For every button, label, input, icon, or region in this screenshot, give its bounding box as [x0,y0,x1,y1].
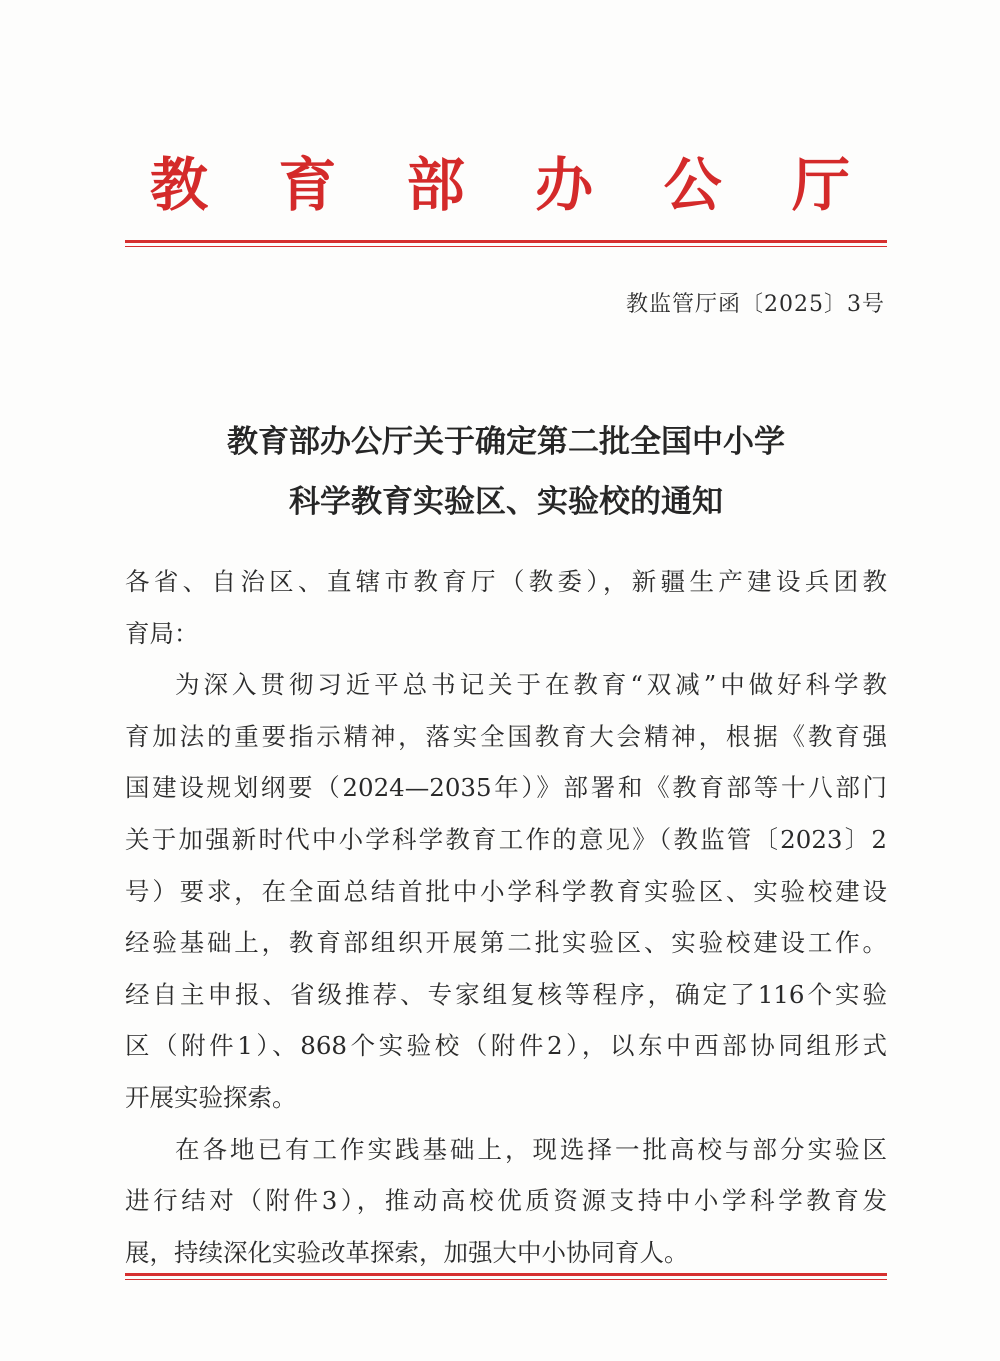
letterhead-char: 教 [150,151,209,219]
letterhead-char: 育 [278,151,337,219]
red-divider-top [125,240,887,247]
title-line: 科学教育实验区、实验校的通知 [289,484,723,520]
paragraph-line: 区（附件1）、868个实验校（附件2），以东中西部协同组形式 [125,1031,887,1061]
document-title [125,412,887,532]
salutation-line: 各省、自治区、直辖市教育厅（教委），新疆生产建设兵团教 [125,567,887,596]
paragraph-line: 为深入贯彻习近平总书记关于在教育“双减”中做好科学教 [175,670,887,700]
letterhead-char: 办 [535,151,594,219]
paragraph-line: 经自主申报、省级推荐、专家组复核等程序，确定了116个实验 [125,979,887,1009]
paragraph-line: 展，持续深化实验改革探索，加强大中小协同育人。 [125,1237,689,1267]
paragraph-line: 国建设规划纲要（2024—2035年）》部署和《教育部等十八部门 [125,773,887,803]
document-number: 教监管厅函〔2025〕3号 [626,292,885,317]
letterhead-char: 部 [406,151,465,219]
paragraph-line: 号）要求，在全面总结首批中小学科学教育实验区、实验校建设 [125,876,887,906]
paragraph-line: 育加法的重要指示精神，落实全国教育大会精神，根据《教育强 [125,721,887,751]
letterhead-title [150,150,850,220]
letterhead-char: 公 [663,151,722,219]
document-body [125,556,887,1278]
red-divider-bottom [125,1273,887,1280]
title-line: 教育部办公厅关于确定第二批全国中小学 [227,424,785,460]
salutation-line: 育局： [125,618,199,648]
paragraph-line: 在各地已有工作实践基础上，现选择一批高校与部分实验区 [175,1134,887,1164]
paragraph-line: 开展实验探索。 [125,1082,297,1112]
paragraph-line: 关于加强新时代中小学科学教育工作的意见》（教监管〔2023〕2 [125,824,887,854]
letterhead-char: 厅 [791,151,850,219]
paragraph-line: 进行结对（附件3），推动高校优质资源支持中小学科学教育发 [125,1186,887,1216]
paragraph-line: 经验基础上，教育部组织开展第二批实验区、实验校建设工作。 [125,928,887,958]
